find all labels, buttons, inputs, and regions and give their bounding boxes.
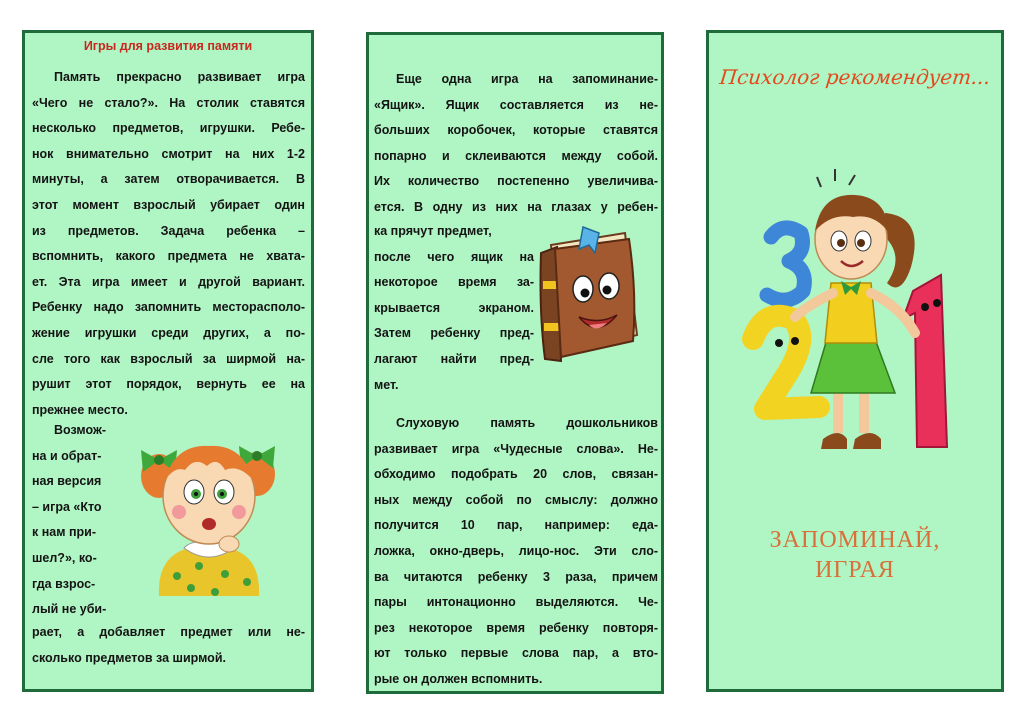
text-line: получится 10 пар, например: еда- xyxy=(374,518,658,533)
text-line: Возмож- xyxy=(54,423,106,437)
text-line: «Чего не стало?». На столик ставятся xyxy=(32,95,305,110)
text-line: шел?», ко- xyxy=(32,550,97,565)
text-line: прежнее место. xyxy=(32,402,128,417)
text-line: ная версия xyxy=(32,474,102,489)
text-line: больших коробочек, которые ставятся xyxy=(374,123,658,138)
panel-heading: Игры для развития памяти xyxy=(83,39,253,53)
text-line: некоторое время за- xyxy=(374,275,534,290)
text-line: обходимо подобрать 20 слов, связан- xyxy=(374,467,658,482)
title-line: ЗАПОМИНАЙ, xyxy=(769,527,941,553)
title-line: ИГРАЯ xyxy=(815,557,895,583)
text-line: ных между собой по смыслу: должно xyxy=(374,492,658,507)
psychologist-recommends-subtitle: Психолог рекомендует... xyxy=(718,65,992,89)
text-line: мет. xyxy=(374,377,399,392)
text-line: на и обрат- xyxy=(32,448,102,463)
text-line: рые он должен вспомнить. xyxy=(374,671,543,686)
text-line: лый не уби- xyxy=(32,602,107,617)
text-line: несколько предметов, игрушки. Ребе- xyxy=(32,121,305,136)
text-line: Еще одна игра на запоминание- xyxy=(396,72,658,86)
text-line: развивает игра «Чудесные слова». Не- xyxy=(374,441,658,456)
text-line: сле того как взрослый за ширмой на- xyxy=(32,351,305,366)
panel-box-and-words-games xyxy=(366,32,664,694)
text-line: Память прекрасно развивает игра xyxy=(54,70,305,84)
text-line: ложка, окно-дверь, лицо-нос. Эти сло- xyxy=(374,543,658,558)
text-line: пары интонационно выделяются. Че- xyxy=(374,595,658,610)
text-line: вспомнить, какого предмета не хвата- xyxy=(32,249,305,264)
brochure-title xyxy=(709,525,1001,585)
text-line: к нам при- xyxy=(32,525,96,540)
girl-with-bows-illustration xyxy=(129,416,281,596)
text-kto-k-nam-prishel xyxy=(32,418,127,623)
text-chudesnye-slova xyxy=(374,411,658,693)
text-line: рушит этот порядок, вернуть ее на xyxy=(32,377,305,392)
text-line: ет. Эта игра имеет и другой вариант. xyxy=(32,274,305,289)
text-line: Ребенку надо запомнить месторасполо- xyxy=(32,300,305,315)
text-chego-ne-stalo xyxy=(32,65,305,423)
text-line: лагают найти пред- xyxy=(374,351,534,366)
text-line: жение игрушки среди других, а по- xyxy=(32,325,305,340)
text-line: ва читаются ребенку 3 раза, причем xyxy=(374,569,658,584)
text-line: ют только первые слова пар, а вто- xyxy=(374,646,658,661)
text-line: минуты, а затем отворачивается. В xyxy=(32,172,305,187)
text-line: Затем ребенку пред- xyxy=(374,326,534,341)
text-line: ка прячут предмет, xyxy=(374,224,492,238)
text-line: нок внимательно смотрит на них 1-2 xyxy=(32,146,305,161)
panel-memory-games xyxy=(22,30,314,692)
text-line: Слуховую память дошкольников xyxy=(396,416,658,430)
girl-with-numbers-illustration xyxy=(735,157,965,457)
text-line: Их количество постепенно увеличива- xyxy=(374,174,658,189)
text-line: ется. В одну из них на глазах у ребен- xyxy=(374,199,658,214)
text-line: гда взрос- xyxy=(32,576,96,591)
smiling-book-illustration xyxy=(537,223,647,365)
text-line: сколько предметов за ширмой. xyxy=(32,650,226,665)
text-kto-k-nam-prishel-end xyxy=(32,620,305,671)
text-line: крывается экраном. xyxy=(374,300,534,315)
text-line: рез некоторое время ребенку повторя- xyxy=(374,620,658,635)
text-yashchik xyxy=(374,67,658,221)
text-line: рает, а добавляет предмет или не- xyxy=(32,625,305,639)
text-line: из предметов. Задача ребенка – xyxy=(32,223,305,238)
text-line: этот момент взрослый убирает один xyxy=(32,197,305,212)
text-line: после чего ящик на xyxy=(374,249,534,264)
text-yashchik-continued xyxy=(374,219,534,398)
text-line: – игра «Кто xyxy=(32,499,102,514)
text-line: попарно и склеиваются между собой. xyxy=(374,148,658,163)
panel-cover xyxy=(706,30,1004,692)
text-line: «Ящик». Ящик составляется из не- xyxy=(374,97,658,112)
